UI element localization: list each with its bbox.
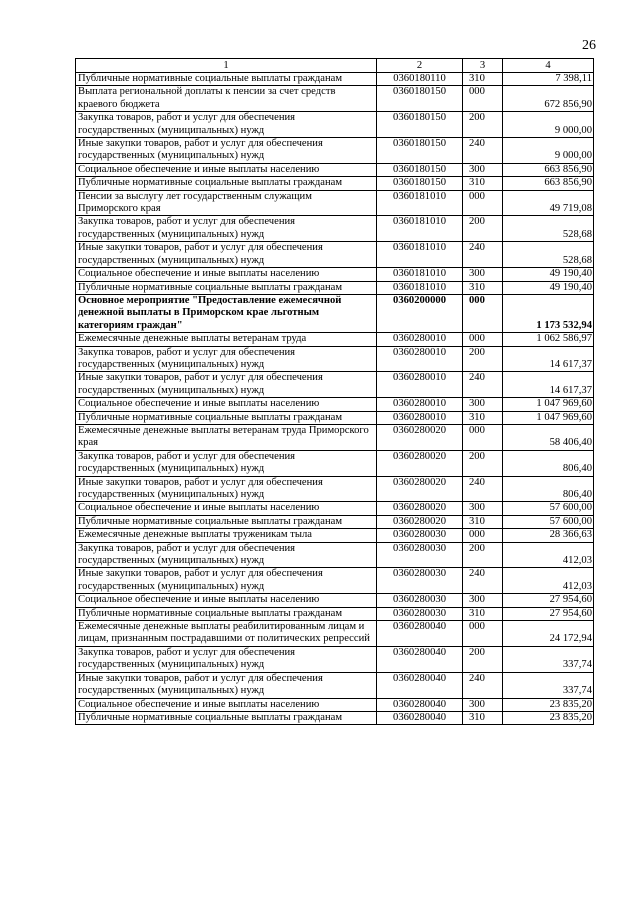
row-name-cell: Иные закупки товаров, работ и услуг для обеспечения государственных (муниципальных) нужд: [76, 568, 377, 594]
table-row: [76, 216, 594, 242]
table-row: [76, 672, 594, 698]
table-row: [76, 424, 594, 450]
row-code-cell: 0360181010: [377, 281, 463, 294]
row-amount-cell: 412,03: [503, 542, 594, 568]
row-type-cell: 240: [463, 672, 503, 698]
row-amount-cell: 14 617,37: [503, 346, 594, 372]
row-amount-cell: 528,68: [503, 242, 594, 268]
row-type-cell: 240: [463, 372, 503, 398]
row-code-cell: 0360180150: [377, 112, 463, 138]
row-code-cell: 0360181010: [377, 268, 463, 281]
table-row: [76, 542, 594, 568]
table-row: [76, 73, 594, 86]
row-amount-cell: 1 062 586,97: [503, 333, 594, 346]
row-type-cell: 200: [463, 542, 503, 568]
table-row: [76, 607, 594, 620]
row-type-cell: 000: [463, 424, 503, 450]
row-amount-cell: 663 856,90: [503, 177, 594, 190]
row-code-cell: 0360280040: [377, 646, 463, 672]
row-type-cell: 300: [463, 268, 503, 281]
row-type-cell: 310: [463, 73, 503, 86]
row-amount-cell: 58 406,40: [503, 424, 594, 450]
table-row: [76, 242, 594, 268]
row-amount-cell: 49 190,40: [503, 268, 594, 281]
table-row: [76, 711, 594, 724]
row-type-cell: 300: [463, 698, 503, 711]
row-name-cell: Закупка товаров, работ и услуг для обеспечения государственных (муниципальных) нужд: [76, 646, 377, 672]
row-code-cell: 0360280040: [377, 621, 463, 647]
row-code-cell: 0360280020: [377, 515, 463, 528]
row-amount-cell: 14 617,37: [503, 372, 594, 398]
row-type-cell: 000: [463, 621, 503, 647]
row-code-cell: 0360280010: [377, 398, 463, 411]
table-row: [76, 333, 594, 346]
row-code-cell: 0360280030: [377, 542, 463, 568]
row-code-cell: 0360200000: [377, 294, 463, 332]
column-header-2: 2: [377, 59, 463, 73]
column-header-1: 1: [76, 59, 377, 73]
row-name-cell: Социальное обеспечение и иные выплаты населению: [76, 163, 377, 176]
row-type-cell: 310: [463, 281, 503, 294]
table-row: [76, 398, 594, 411]
row-code-cell: 0360280030: [377, 568, 463, 594]
row-type-cell: 000: [463, 333, 503, 346]
table-row: [76, 621, 594, 647]
row-name-cell: Публичные нормативные социальные выплаты гражданам: [76, 607, 377, 620]
row-name-cell: Публичные нормативные социальные выплаты гражданам: [76, 177, 377, 190]
table-row: [76, 281, 594, 294]
row-code-cell: 0360180110: [377, 73, 463, 86]
row-name-cell: Основное мероприятие "Предоставление ежемесячной денежной выплаты в Приморском крае льготным категориям граждан": [76, 294, 377, 332]
table-row: [76, 450, 594, 476]
row-type-cell: 200: [463, 216, 503, 242]
row-amount-cell: 806,40: [503, 450, 594, 476]
row-name-cell: Иные закупки товаров, работ и услуг для обеспечения государственных (муниципальных) нужд: [76, 476, 377, 502]
row-name-cell: Публичные нормативные социальные выплаты гражданам: [76, 411, 377, 424]
row-name-cell: Пенсии за выслугу лет государственным служащим Приморского края: [76, 190, 377, 216]
row-type-cell: 310: [463, 711, 503, 724]
row-code-cell: 0360280020: [377, 424, 463, 450]
row-name-cell: Закупка товаров, работ и услуг для обеспечения государственных (муниципальных) нужд: [76, 346, 377, 372]
row-name-cell: Ежемесячные денежные выплаты реабилитированным лицам и лицам, признанным пострадавшими от политических репрессий: [76, 621, 377, 647]
table-row: [76, 411, 594, 424]
row-type-cell: 300: [463, 502, 503, 515]
row-code-cell: 0360181010: [377, 242, 463, 268]
row-code-cell: 0360180150: [377, 138, 463, 164]
table-row: [76, 190, 594, 216]
row-amount-cell: 412,03: [503, 568, 594, 594]
row-amount-cell: 337,74: [503, 646, 594, 672]
row-code-cell: 0360280010: [377, 346, 463, 372]
table-row: [76, 294, 594, 332]
row-amount-cell: 49 190,40: [503, 281, 594, 294]
page-number: 26: [582, 38, 596, 53]
table-row: [76, 372, 594, 398]
row-code-cell: 0360280010: [377, 411, 463, 424]
row-name-cell: Закупка товаров, работ и услуг для обеспечения государственных (муниципальных) нужд: [76, 450, 377, 476]
row-amount-cell: 23 835,20: [503, 698, 594, 711]
column-header-3: 3: [463, 59, 503, 73]
row-amount-cell: 49 719,08: [503, 190, 594, 216]
row-name-cell: Ежемесячные денежные выплаты труженикам тыла: [76, 529, 377, 542]
row-type-cell: 310: [463, 411, 503, 424]
row-name-cell: Иные закупки товаров, работ и услуг для обеспечения государственных (муниципальных) нужд: [76, 372, 377, 398]
row-code-cell: 0360280010: [377, 333, 463, 346]
row-type-cell: 310: [463, 515, 503, 528]
table-row: [76, 515, 594, 528]
row-code-cell: 0360280020: [377, 476, 463, 502]
row-type-cell: 000: [463, 86, 503, 112]
table-row: [76, 594, 594, 607]
row-name-cell: Ежемесячные денежные выплаты ветеранам труда: [76, 333, 377, 346]
row-type-cell: 310: [463, 177, 503, 190]
row-amount-cell: 23 835,20: [503, 711, 594, 724]
table-row: [76, 568, 594, 594]
row-code-cell: 0360180150: [377, 163, 463, 176]
row-amount-cell: 9 000,00: [503, 138, 594, 164]
row-type-cell: 240: [463, 476, 503, 502]
row-code-cell: 0360280030: [377, 607, 463, 620]
row-code-cell: 0360280040: [377, 711, 463, 724]
row-type-cell: 240: [463, 138, 503, 164]
row-code-cell: 0360280030: [377, 594, 463, 607]
row-amount-cell: 1 047 969,60: [503, 411, 594, 424]
row-name-cell: Публичные нормативные социальные выплаты гражданам: [76, 73, 377, 86]
table-row: [76, 646, 594, 672]
row-name-cell: Иные закупки товаров, работ и услуг для обеспечения государственных (муниципальных) нужд: [76, 242, 377, 268]
row-type-cell: 200: [463, 112, 503, 138]
row-type-cell: 000: [463, 190, 503, 216]
row-name-cell: Иные закупки товаров, работ и услуг для обеспечения государственных (муниципальных) нужд: [76, 672, 377, 698]
row-name-cell: Публичные нормативные социальные выплаты гражданам: [76, 515, 377, 528]
row-type-cell: 300: [463, 398, 503, 411]
row-amount-cell: 57 600,00: [503, 515, 594, 528]
row-code-cell: 0360280040: [377, 698, 463, 711]
row-type-cell: 000: [463, 294, 503, 332]
row-name-cell: Ежемесячные денежные выплаты ветеранам труда Приморского края: [76, 424, 377, 450]
row-amount-cell: 9 000,00: [503, 112, 594, 138]
row-amount-cell: 528,68: [503, 216, 594, 242]
row-amount-cell: 27 954,60: [503, 594, 594, 607]
table-row: [76, 502, 594, 515]
table-row: [76, 163, 594, 176]
row-name-cell: Иные закупки товаров, работ и услуг для обеспечения государственных (муниципальных) нужд: [76, 138, 377, 164]
row-amount-cell: 1 173 532,94: [503, 294, 594, 332]
row-amount-cell: 24 172,94: [503, 621, 594, 647]
table-row: [76, 529, 594, 542]
row-amount-cell: 806,40: [503, 476, 594, 502]
row-code-cell: 0360280030: [377, 529, 463, 542]
row-type-cell: 300: [463, 163, 503, 176]
table-row: [76, 476, 594, 502]
row-amount-cell: 28 366,63: [503, 529, 594, 542]
row-name-cell: Социальное обеспечение и иные выплаты населению: [76, 502, 377, 515]
row-type-cell: 200: [463, 450, 503, 476]
row-amount-cell: 672 856,90: [503, 86, 594, 112]
row-name-cell: Выплата региональной доплаты к пенсии за счет средств краевого бюджета: [76, 86, 377, 112]
row-name-cell: Публичные нормативные социальные выплаты гражданам: [76, 711, 377, 724]
row-name-cell: Социальное обеспечение и иные выплаты населению: [76, 698, 377, 711]
table-row: [76, 138, 594, 164]
row-type-cell: 310: [463, 607, 503, 620]
row-name-cell: Социальное обеспечение и иные выплаты населению: [76, 398, 377, 411]
table-row: [76, 346, 594, 372]
row-code-cell: 0360280010: [377, 372, 463, 398]
row-type-cell: 240: [463, 242, 503, 268]
row-code-cell: 0360180150: [377, 177, 463, 190]
table-row: [76, 86, 594, 112]
row-amount-cell: 27 954,60: [503, 607, 594, 620]
row-code-cell: 0360181010: [377, 216, 463, 242]
row-type-cell: 200: [463, 646, 503, 672]
table-header-row: [76, 59, 594, 73]
row-amount-cell: 57 600,00: [503, 502, 594, 515]
row-name-cell: Закупка товаров, работ и услуг для обеспечения государственных (муниципальных) нужд: [76, 112, 377, 138]
column-header-4: 4: [503, 59, 594, 73]
row-code-cell: 0360180150: [377, 86, 463, 112]
row-amount-cell: 1 047 969,60: [503, 398, 594, 411]
table-row: [76, 268, 594, 281]
row-amount-cell: 7 398,11: [503, 73, 594, 86]
table-row: [76, 698, 594, 711]
row-amount-cell: 663 856,90: [503, 163, 594, 176]
row-code-cell: 0360280040: [377, 672, 463, 698]
row-name-cell: Социальное обеспечение и иные выплаты населению: [76, 594, 377, 607]
row-name-cell: Закупка товаров, работ и услуг для обеспечения государственных (муниципальных) нужд: [76, 542, 377, 568]
row-type-cell: 300: [463, 594, 503, 607]
row-code-cell: 0360181010: [377, 190, 463, 216]
row-name-cell: Публичные нормативные социальные выплаты гражданам: [76, 281, 377, 294]
row-code-cell: 0360280020: [377, 450, 463, 476]
table-row: [76, 112, 594, 138]
row-name-cell: Закупка товаров, работ и услуг для обеспечения государственных (муниципальных) нужд: [76, 216, 377, 242]
row-name-cell: Социальное обеспечение и иные выплаты населению: [76, 268, 377, 281]
table-row: [76, 177, 594, 190]
row-code-cell: 0360280020: [377, 502, 463, 515]
budget-table: [75, 58, 594, 725]
row-amount-cell: 337,74: [503, 672, 594, 698]
row-type-cell: 000: [463, 529, 503, 542]
row-type-cell: 200: [463, 346, 503, 372]
row-type-cell: 240: [463, 568, 503, 594]
